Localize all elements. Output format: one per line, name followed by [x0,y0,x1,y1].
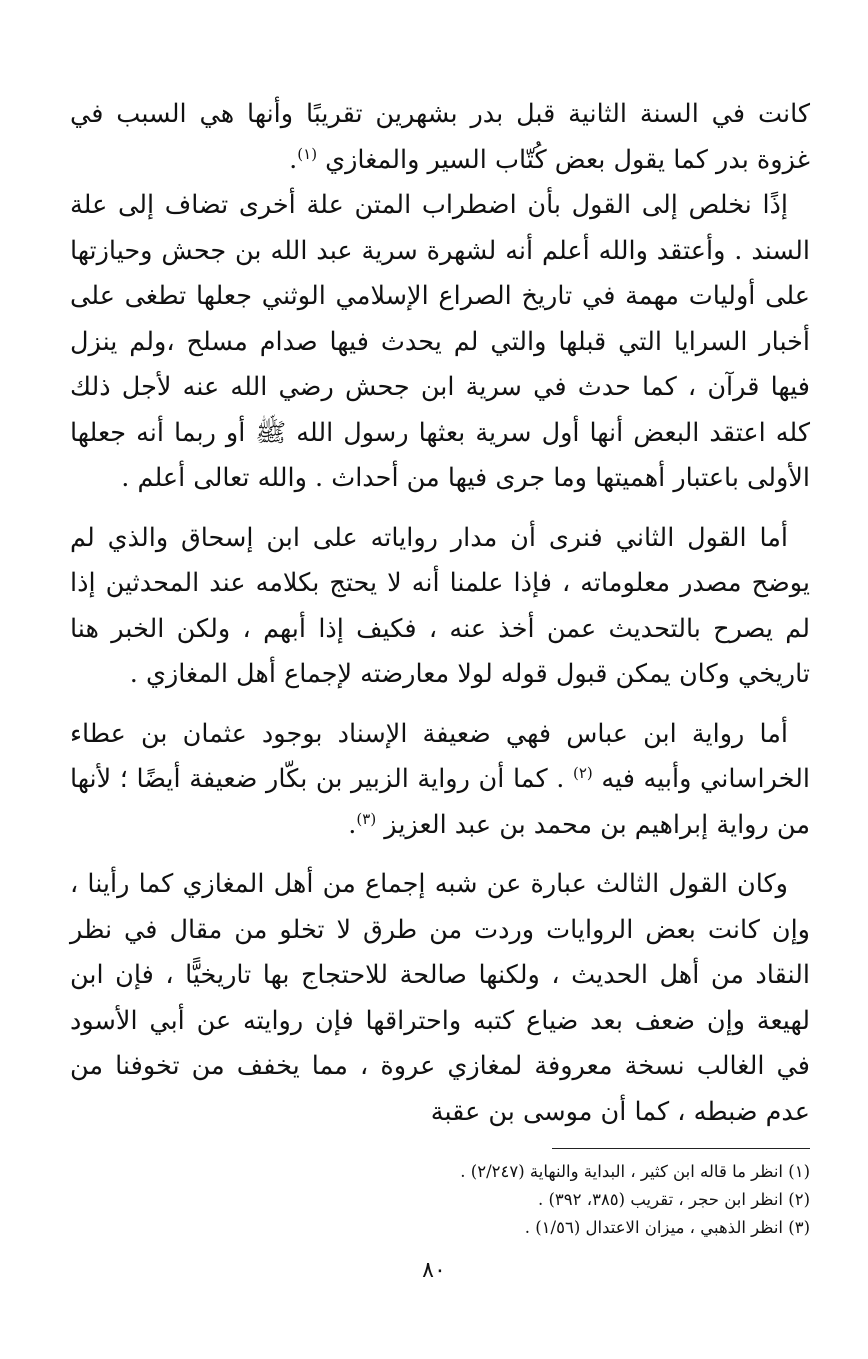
paragraph-4-text-a: أما رواية ابن عباس فهي ضعيفة الإسناد بوجود عثمان بن عطاء الخراساني وأبيه فيه [70,718,810,794]
page-number: ٨٠ [422,1258,446,1283]
paragraph-4-text-b: . كما أن رواية الزبير بن بكّار ضعيفة أيضًا ؛ لأنها من رواية إبراهيم بن محمد بن عبد العزيز [70,764,810,840]
paragraph-2 [70,183,810,502]
paragraph-3-text: أما القول الثاني فنرى أن مدار رواياته على ابن إسحاق والذي لم يوضح مصدر معلوماته ، فإذا علمنا أنه لا يحتج بكلامه عند المحدثين إذا لم يصرح بالتحديث عمن أخذ عنه ، فكيف إذا أبهم ، ولكن الخبر هنا تاريخي وكان يمكن قبول قوله لولا معارضته لإجماع أهل المغازي . [70,522,810,689]
paragraph-1-tail: . [289,144,298,175]
paragraph-4 [70,712,810,849]
footnote-divider [552,1148,810,1149]
footnote-ref-1[interactable]: (١) [297,144,318,163]
footnote-1: (١) انظر ما قاله ابن كثير ، البداية والنهاية (٢/٢٤٧) . [460,1162,810,1181]
paragraph-1 [70,92,810,183]
page-body [70,92,810,1135]
paragraph-5-text: وكان القول الثالث عبارة عن شبه إجماع من أهل المغازي كما رأينا ، وإن كانت بعض الروايات وردت من طرق لا تخلو من مقال في نظر النقاد من أهل الحديث ، ولكنها صالحة للاحتجاج بها تاريخيًّا ، فإن ابن لهيعة وإن ضعف بعد ضياع كتبه واحتراقها فإن روايته عن أبي الأسود في الغالب نسخة معروفة لمغازي عروة ، مما يخفف من تخوفنا من عدم ضبطه ، كما أن موسى بن عقبة [70,869,810,1127]
footnote-ref-2[interactable]: (٢) [572,764,593,782]
footnotes [70,1158,810,1242]
footnote-2: (٢) انظر ابن حجر ، تقريب (٣٨٥، ٣٩٢) . [537,1190,810,1209]
footnote-3: (٣) انظر الذهبي ، ميزان الاعتدال (١/٥٦) . [524,1218,810,1237]
paragraph-2-text: إذًا نخلص إلى القول بأن اضطراب المتن علة أخرى تضاف إلى علة السند . وأعتقد والله أعلم أنه لشهرة سرية عبد الله بن جحش وحيازتها على أوليات مهمة في تاريخ الصراع الإسلامي الوثني جعلها تطغى على أخبار السرايا التي قبلها والتي لم يحدث فيها صدام مسلح ،ولم ينزل فيها قرآن ، كما حدث في سرية ابن جحش رضي الله عنه لأجل ذلك كله اعتقد البعض أنها أول سرية بعثها رسول الله ﷺ أو ربما أنه جعلها الأولى باعتبار أهميتها وما جرى فيها من أحداث . والله تعالى أعلم . [70,190,810,493]
paragraph-1-text: كانت في السنة الثانية قبل بدر بشهرين تقريبًا وأنها هي السبب في غزوة بدر كما يقول بعض كُتّاب السير والمغازي [70,99,811,175]
paragraph-5 [70,862,810,1135]
paragraph-4-tail: . [348,809,357,840]
paragraph-3 [70,516,810,698]
footnote-ref-3[interactable]: (٣) [356,809,377,828]
